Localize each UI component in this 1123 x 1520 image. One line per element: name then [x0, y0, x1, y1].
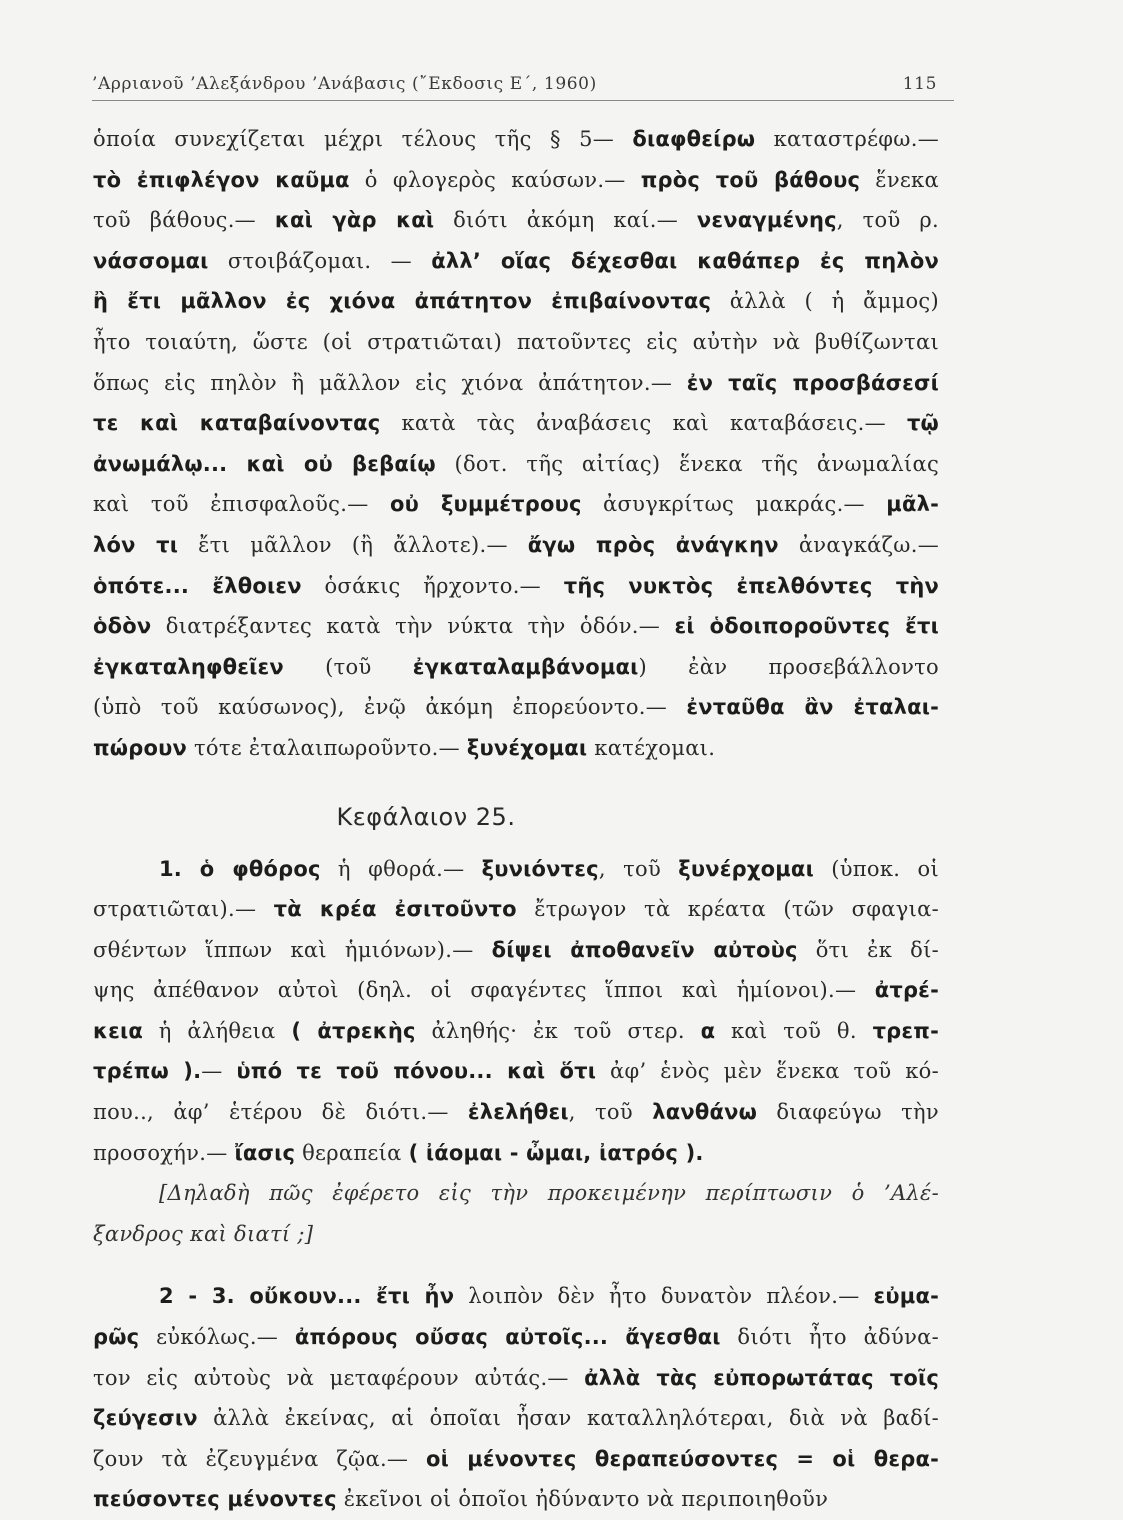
text-line — [93, 1051, 939, 1092]
text-segment: θεραπεία — [295, 1140, 409, 1165]
text-line — [93, 322, 939, 363]
text-segment: ἀναγκάζω.— — [778, 532, 939, 557]
lemma-bold: ζεύγεσιν — [93, 1406, 198, 1431]
text-line — [93, 606, 939, 647]
lemma-bold: ἢ ἔτι μᾶλλον ἐς χιόνα ἀπάτητον ἐπιβαίνοντας — [93, 289, 712, 314]
text-segment: ὅτι ἐκ δί- — [797, 937, 939, 962]
lemma-bold: ξυνιόντες — [481, 856, 599, 881]
lemma-bold: πώρουν — [93, 735, 188, 760]
lemma-bold: ξυνέρχομαι — [678, 856, 814, 881]
text-line — [93, 444, 939, 485]
lemma-bold: ἐν ταῖς προσβάσεσί — [686, 370, 939, 395]
text-line — [93, 200, 939, 241]
text-segment: διαφεύγω τὴν — [757, 1100, 939, 1125]
text-segment: ἀληθής· ἐκ τοῦ στερ. — [415, 1018, 701, 1043]
page-body — [93, 119, 939, 1520]
text-segment: ὁσάκις ἤρχοντο.— — [301, 573, 564, 598]
lemma-bold: νεναγμένης — [696, 208, 837, 233]
commentary-block-2 — [93, 849, 939, 1174]
text-segment: διότι ἀκόμη καί.— — [434, 208, 697, 233]
text-segment: καὶ τοῦ ἐπισφαλοῦς.— — [93, 492, 390, 517]
text-segment: ἀφ’ ἑνὸς μὲν ἕνεκα τοῦ κό- — [596, 1059, 940, 1084]
running-header — [92, 74, 945, 94]
text-line — [93, 970, 939, 1011]
lemma-bold: εὐμα- — [873, 1284, 939, 1309]
lemma-bold: πρὸς τοῦ βάθους — [640, 167, 861, 192]
lemma-bold: πεύσοντες μένοντες — [93, 1487, 337, 1512]
lemma-bold: ἀτρέ- — [874, 978, 939, 1003]
lemma-bold: ἀνωμάλῳ... καὶ οὐ βεβαίῳ — [93, 451, 436, 476]
text-segment: (ὑποκ. οἱ — [813, 856, 939, 881]
text-segment: στοιβάζομαι. — — [208, 248, 432, 273]
text-line — [93, 687, 939, 728]
lemma-bold: λόν τι — [93, 532, 179, 557]
lemma-bold: εἰ ὁδοιποροῦντες ἔτι — [674, 614, 939, 639]
text-segment: σθέντων ἵππων καὶ ἡμιόνων).— — [93, 937, 492, 962]
text-line — [93, 889, 939, 930]
lemma-bold: 1. ὁ φθόρος — [159, 856, 321, 881]
text-segment: (τοῦ — [283, 654, 413, 679]
text-line — [93, 119, 939, 160]
lemma-bold: μᾶλ- — [886, 492, 939, 517]
commentary-block-3 — [93, 1276, 939, 1520]
text-segment: ὅπως εἰς πηλὸν ἢ μᾶλλον εἰς χιόνα ἀπάτητον.— — [93, 370, 687, 395]
text-line — [93, 484, 939, 525]
lemma-bold: ( ἀτρεκὴς — [291, 1018, 416, 1043]
lemma-bold: οἱ μένοντες θεραπεύσοντες = οἱ θερα- — [425, 1446, 939, 1471]
text-segment: εὐκόλως.— — [139, 1325, 295, 1350]
text-segment: , τοῦ — [568, 1100, 653, 1125]
lemma-bold: ὑπό τε τοῦ πόνου... καὶ ὅτι — [236, 1059, 597, 1084]
question-line-1: [Δηλαδὴ πῶς ἐφέρετο εἰς τὴν προκειμένην περίπτωσιν ὁ ’Αλέ- — [159, 1181, 939, 1206]
text-line — [93, 160, 939, 201]
text-line — [93, 849, 939, 890]
lemma-bold: ἀλλ’ οἵας δέχεσθαι καθάπερ ἐς πηλὸν — [431, 248, 939, 273]
text-segment: — — [201, 1059, 237, 1084]
question-line-2: ξανδρος καὶ διατί ;] — [93, 1221, 314, 1246]
text-line — [93, 1092, 939, 1133]
lemma-bold: ( ἰάομαι - ὦμαι, ἰατρός ). — [408, 1140, 704, 1165]
text-segment: κατὰ τὰς ἀναβάσεις καὶ καταβάσεις.— — [380, 411, 907, 436]
text-segment: λοιπὸν δὲν ἦτο δυνατὸν πλέον.— — [454, 1284, 874, 1309]
text-line — [93, 1398, 939, 1439]
text-segment: ἀσυγκρίτως μακράς.— — [581, 492, 887, 517]
lemma-bold: καὶ γὰρ καὶ — [274, 208, 435, 233]
lemma-bold: ὁδὸν — [93, 614, 152, 639]
lemma-bold: λανθάνω — [652, 1100, 758, 1125]
header-title: ’Αρριανοῦ ’Αλεξάνδρου ’Ανάβασις (῎Εκδοσις Ε΄, 1960) — [92, 74, 597, 94]
text-segment: καταστρέφω.— — [755, 127, 939, 151]
lemma-bold: νάσσομαι — [93, 248, 209, 273]
text-segment: κατέχομαι. — [587, 735, 716, 760]
lemma-bold: τρεπ- — [872, 1018, 940, 1043]
text-segment: ζουν τὰ ἐζευγμένα ζῷα.— — [93, 1446, 426, 1471]
text-line — [93, 1276, 939, 1317]
lemma-bold: α — [700, 1018, 716, 1043]
text-segment: ἡ ἀλήθεια — [143, 1018, 292, 1043]
lemma-bold: τὰ κρέα ἐσιτοῦντο — [273, 897, 517, 922]
text-line — [93, 403, 939, 444]
chapter-heading: Κεφάλαιον 25. — [336, 802, 516, 831]
lemma-bold: ἀπόρους οὔσας αὐτοῖς... ἄγεσθαι — [294, 1325, 721, 1350]
text-segment: ψης ἀπέθανον αὐτοὶ (δηλ. οἱ σφαγέντες ἵπποι καὶ ἡμίονοι).— — [93, 978, 875, 1003]
lemma-bold: διαφθείρω — [632, 127, 756, 151]
lemma-bold: τε καὶ καταβαίνοντας — [93, 411, 381, 436]
text-line — [93, 1317, 939, 1358]
text-segment: , τοῦ — [598, 856, 679, 881]
text-line — [93, 281, 939, 322]
text-segment: τότε ἐταλαιπωροῦντο.— — [187, 735, 467, 760]
lemma-bold: ἐνταῦθα ἂν ἐταλαι- — [686, 695, 939, 720]
lemma-bold: ἐλελήθει — [467, 1100, 569, 1125]
text-segment: διότι ἦτο ἀδύνα- — [720, 1325, 940, 1350]
text-segment: που.., ἀφ’ ἑτέρου δὲ διότι.— — [93, 1100, 468, 1125]
text-segment: ἦτο τοιαύτη, ὥστε (οἱ στρατιῶται) πατοῦντες εἰς αὐτὴν νὰ βυθίζωνται — [93, 329, 939, 354]
text-segment: στρατιῶται).— — [93, 897, 274, 922]
text-segment: τοῦ βάθους.— — [93, 208, 275, 233]
text-line — [93, 1439, 939, 1480]
lemma-bold: δίψει ἀποθανεῖν αὐτοὺς — [491, 937, 798, 962]
lemma-bold: ξυνέχομαι — [466, 735, 588, 760]
text-line — [93, 566, 939, 607]
text-line — [93, 241, 939, 282]
text-line — [93, 728, 939, 769]
lemma-bold: ἴασις — [234, 1140, 296, 1165]
text-segment: (ὑπὸ τοῦ καύσωνος), ἐνῷ ἀκόμη ἐπορεύοντο.— — [93, 695, 687, 720]
lemma-bold: ἄγω πρὸς ἀνάγκην — [527, 532, 779, 557]
text-segment: ἀλλὰ ἐκείνας, αἱ ὁποῖαι ἦσαν καταλληλότεραι, διὰ νὰ βαδί- — [197, 1406, 939, 1431]
text-segment: ἕνεκα — [860, 167, 939, 192]
text-line — [93, 525, 939, 566]
text-segment: ἔτρωγον τὰ κρέατα (τῶν σφαγια- — [516, 897, 940, 922]
lemma-bold: τρέπω ). — [93, 1059, 202, 1084]
text-segment: διατρέξαντες κατὰ τὴν νύκτα τὴν ὁδόν.— — [151, 614, 675, 639]
lemma-bold: ρῶς — [93, 1325, 140, 1350]
text-line — [93, 647, 939, 688]
lemma-bold: ἐγκαταληφθεῖεν — [93, 654, 284, 679]
text-segment: ) ἐὰν προσεβάλλοντο — [638, 654, 939, 679]
commentary-block-1 — [93, 119, 939, 769]
text-segment: καὶ τοῦ θ. — [715, 1018, 873, 1043]
lemma-bold: οὐ ξυμμέτρους — [389, 492, 582, 517]
lemma-bold: ἐγκαταλαμβάνομαι — [412, 654, 639, 679]
lemma-bold: 2 - 3. οὔκουν... ἔτι ἦν — [159, 1284, 455, 1309]
text-segment: ἐκεῖνοι οἱ ὁποῖοι ἠδύναντο νὰ περιποιηθοῦν — [336, 1487, 829, 1512]
text-segment: ἡ φθορά.— — [320, 856, 482, 881]
text-segment: , τοῦ ρ. — [836, 208, 939, 233]
text-segment: προσοχήν.— — [93, 1140, 235, 1165]
text-segment: ὁ φλογερὸς καύσων.— — [349, 167, 641, 192]
text-line — [93, 363, 939, 404]
page-number: 115 — [902, 74, 937, 94]
text-segment: ὁποία συνεχίζεται μέχρι τέλους τῆς § 5— — [93, 127, 633, 151]
text-line — [93, 1133, 939, 1174]
lemma-bold: κεια — [93, 1018, 144, 1043]
section-gap — [93, 1254, 939, 1276]
text-segment: ἀλλὰ ( ἡ ἄμμος) — [711, 289, 939, 314]
lemma-bold: τῷ — [906, 411, 940, 436]
header-rule — [92, 100, 954, 101]
text-segment: (δοτ. τῆς αἰτίας) ἕνεκα τῆς ἀνωμαλίας — [435, 451, 940, 476]
text-line — [93, 930, 939, 971]
lemma-bold: τὸ ἐπιφλέγον καῦμα — [93, 167, 350, 192]
lemma-bold: ὁπότε... ἔλθοιεν — [93, 573, 302, 598]
text-line — [93, 1358, 939, 1399]
text-segment: τον εἰς αὐτοὺς νὰ μεταφέρουν αὐτάς.— — [93, 1365, 585, 1390]
text-line — [93, 1011, 939, 1052]
lemma-bold: ἀλλὰ τὰς εὐπορωτάτας τοῖς — [584, 1365, 939, 1390]
lemma-bold: τῆς νυκτὸς ἐπελθόντες τὴν — [563, 573, 940, 598]
text-segment: ἔτι μᾶλλον (ἢ ἄλλοτε).— — [178, 532, 528, 557]
